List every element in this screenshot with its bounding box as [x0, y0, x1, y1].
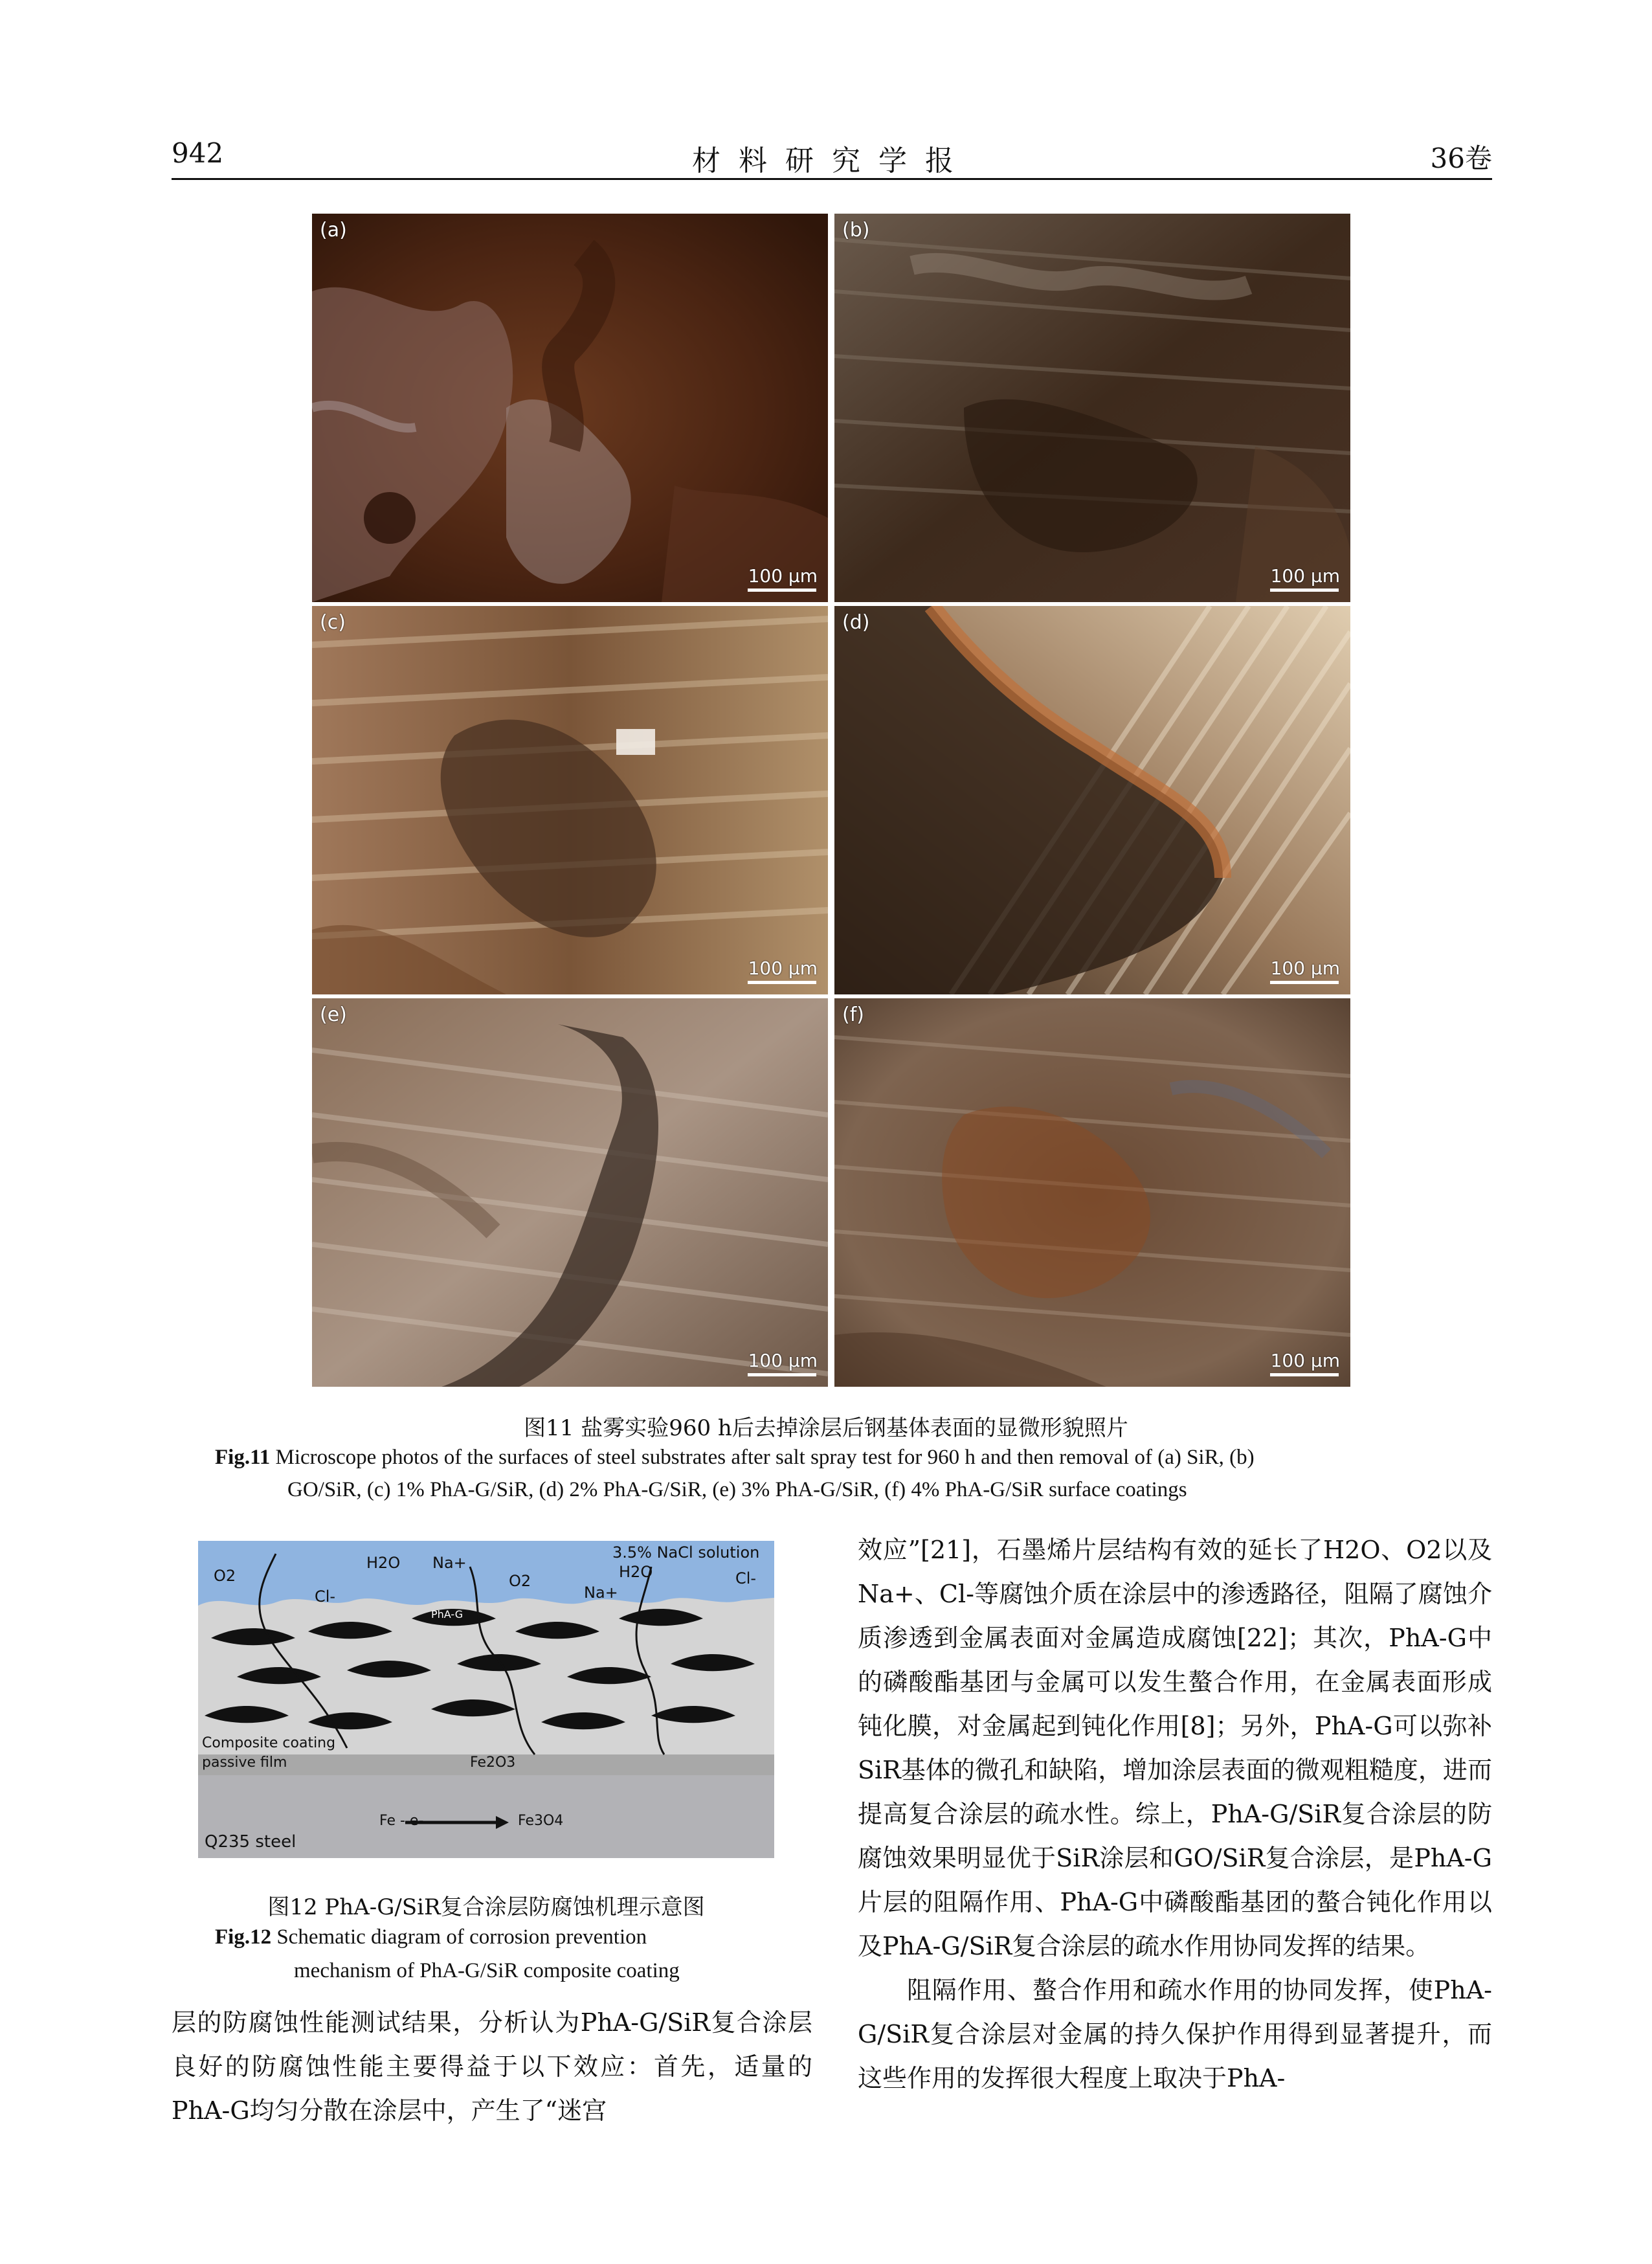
- scale-bar-label-f: 100 μm: [1270, 1350, 1340, 1371]
- schematic-drawing: [198, 1541, 774, 1858]
- micrograph-panel-d: [834, 606, 1350, 994]
- label-cl-right: Cl-: [735, 1569, 757, 1587]
- right-paragraph-2: 阻隔作用、螯合作用和疏水作用的协同发挥，使PhA-G/SiR复合涂层对金属的持久保护作用得到显著提升，而这些作用的发挥很大程度上取决于PhA-: [858, 1976, 1492, 2092]
- scale-bar-c: [748, 981, 816, 984]
- running-head: [172, 137, 1492, 176]
- panel-label-e: (e): [320, 1003, 347, 1026]
- label-na-left: Na+: [432, 1554, 467, 1572]
- panel-label-a: (a): [320, 219, 347, 241]
- micrograph-d-image: [834, 606, 1350, 994]
- left-paragraph: 层的防腐蚀性能测试结果，分析认为PhA-G/SiR复合涂层良好的防腐蚀性能主要得益于以下效应：首先，适量的PhA-G均匀分散在涂层中，产生了“迷宫: [172, 2008, 812, 2125]
- label-q235-steel: Q235 steel: [205, 1832, 296, 1852]
- figure-11-caption-line2: GO/SiR, (c) 1% PhA-G/SiR, (d) 2% PhA-G/SiR, (e) 3% PhA-G/SiR, (f) 4% PhA-G/SiR surface coatings: [287, 1478, 1187, 1501]
- figure-11: [312, 214, 1350, 1387]
- scale-bar-label-c: 100 μm: [748, 958, 818, 979]
- scale-bar-label-b: 100 μm: [1270, 565, 1340, 587]
- label-fe-reaction: Fe - e-: [379, 1813, 424, 1829]
- scale-bar-f: [1270, 1373, 1339, 1376]
- figure-11-caption-cn: 图11 盐雾实验960 h后去掉涂层后钢基体表面的显微形貌照片: [524, 1415, 1128, 1441]
- micrograph-e-image: [312, 998, 828, 1387]
- label-o2-mid: O2: [509, 1572, 531, 1590]
- scale-bar-label-d: 100 μm: [1270, 958, 1340, 979]
- page-number: 942: [172, 137, 224, 169]
- journal-title: 材料研究学报: [692, 144, 972, 177]
- micrograph-panel-e: [312, 998, 828, 1387]
- scale-bar-label-e: 100 μm: [748, 1350, 818, 1371]
- figure-11-caption-line1: Microscope photos of the surfaces of steel substrates after salt spray test for 960 h and then removal of (a) SiR, (b): [270, 1446, 1255, 1469]
- micrograph-b-image: [834, 214, 1350, 602]
- panel-label-f: (f): [842, 1003, 864, 1026]
- scale-bar-b: [1270, 588, 1339, 592]
- label-cl-left: Cl-: [315, 1587, 336, 1606]
- scale-bar-d: [1270, 981, 1339, 984]
- micrograph-f-image: [834, 998, 1350, 1387]
- label-h2o-left: H2O: [366, 1554, 401, 1572]
- figure-11-label: Fig.11: [215, 1446, 271, 1469]
- label-composite-coating: Composite coating: [202, 1735, 336, 1751]
- body-text-right-column: [858, 1528, 1492, 2100]
- scale-bar-label-a: 100 μm: [748, 565, 818, 587]
- right-paragraph-1: 效应”[21]，石墨烯片层结构有效的延长了H2O、O2以及Na+、Cl-等腐蚀介质在涂层中的渗透路径，阻隔了腐蚀介质渗透到金属表面对金属造成腐蚀[22]；其次，PhA-G中的磷酸酯基团与金属可以发生螯合作用，在金属表面形成钝化膜，对金属起到钝化作用[8]；另外，PhA-G可以弥补SiR基体的微孔和缺陷，增加涂层表面的微观粗糙度，进而提高复合涂层的疏水性。综上，PhA-G/SiR复合涂层的防腐蚀效果明显优于SiR涂层和GO/SiR复合涂层，是PhA-G片层的阻隔作用、PhA-G中磷酸酯基团的螯合钝化作用以及PhA-G/SiR复合涂层的疏水作用协同发挥的结果。: [858, 1536, 1492, 1960]
- micrograph-panel-b: [834, 214, 1350, 602]
- figure-12-label: Fig.12: [215, 1925, 272, 1949]
- header-rule: [172, 178, 1492, 180]
- label-passive-film: passive film: [202, 1754, 287, 1771]
- panel-label-c: (c): [320, 611, 346, 634]
- figure-12-caption-en: [215, 1920, 772, 1988]
- panel-label-d: (d): [842, 611, 870, 634]
- micrograph-c-image: [312, 606, 828, 994]
- label-fe3o4: Fe3O4: [518, 1813, 564, 1829]
- volume-label: 36卷: [1430, 142, 1492, 174]
- figure-12-caption-line1: Schematic diagram of corrosion prevention: [271, 1925, 647, 1949]
- scale-bar-a: [748, 588, 816, 592]
- micrograph-a-image: [312, 214, 828, 602]
- scale-bar-e: [748, 1373, 816, 1376]
- micrograph-panel-f: [834, 998, 1350, 1387]
- figure-11-caption-en: [215, 1441, 1497, 1506]
- label-na-right: Na+: [584, 1584, 618, 1602]
- label-fe2o3: Fe2O3: [470, 1754, 516, 1771]
- body-text-left-column: [172, 2001, 812, 2133]
- micrograph-panel-a: [312, 214, 828, 602]
- figure-12-caption-line2: mechanism of PhA-G/SiR composite coating: [294, 1959, 680, 1982]
- figure-12-caption-cn: 图12 PhA-G/SiR复合涂层防腐蚀机理示意图: [267, 1894, 705, 1920]
- label-h2o-right: H2O: [619, 1563, 653, 1581]
- figure-12-schematic: [198, 1541, 774, 1858]
- label-nacl-solution: 3.5% NaCl solution: [612, 1543, 760, 1562]
- label-o2-left: O2: [214, 1567, 236, 1585]
- label-pha-g: PhA-G: [431, 1608, 463, 1620]
- panel-label-b: (b): [842, 219, 870, 241]
- micrograph-panel-c: [312, 606, 828, 994]
